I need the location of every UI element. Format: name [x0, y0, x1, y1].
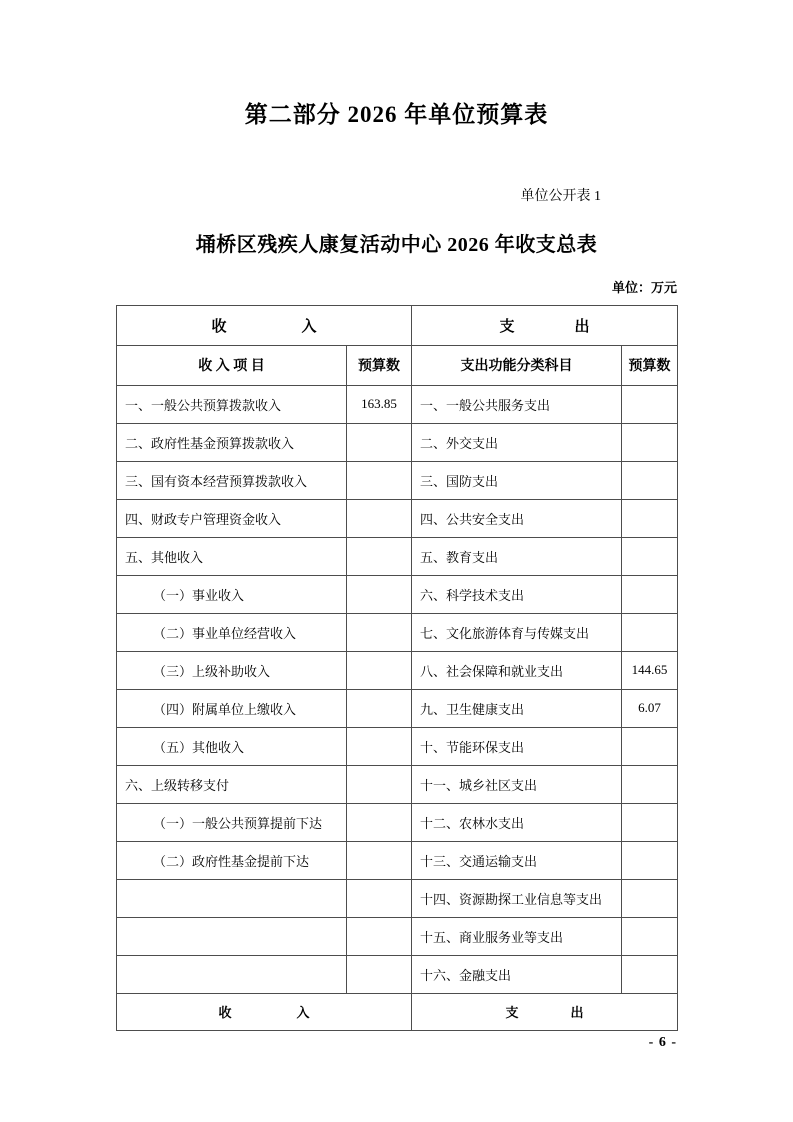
- table-row: [117, 423, 678, 461]
- income-budget-cell: [347, 841, 412, 879]
- income-item-cell: [117, 955, 347, 993]
- table-row: [117, 537, 678, 575]
- expenditure-budget-cell: [622, 461, 678, 499]
- expenditure-budget-cell: [622, 765, 678, 803]
- expenditure-footer: 支 出: [412, 993, 678, 1030]
- table-row: [117, 841, 678, 879]
- income-item-cell: （一）一般公共预算提前下达: [117, 803, 347, 841]
- income-item-cell: [117, 879, 347, 917]
- budget-table: [116, 305, 678, 1031]
- expenditure-item-column-header: 支出功能分类科目: [412, 345, 622, 385]
- expenditure-item-cell: 九、卫生健康支出: [412, 689, 622, 727]
- expenditure-item-cell: 一、一般公共服务支出: [412, 385, 622, 423]
- income-budget-cell: [347, 803, 412, 841]
- income-budget-cell: [347, 689, 412, 727]
- income-item-cell: 三、国有资本经营预算拨款收入: [117, 461, 347, 499]
- income-item-cell: （二）事业单位经营收入: [117, 613, 347, 651]
- income-item-cell: 一、一般公共预算拨款收入: [117, 385, 347, 423]
- income-item-cell: （五）其他收入: [117, 727, 347, 765]
- expenditure-budget-cell: [622, 575, 678, 613]
- income-budget-cell: [347, 613, 412, 651]
- expenditure-item-cell: 十二、农林水支出: [412, 803, 622, 841]
- expenditure-item-cell: 十三、交通运输支出: [412, 841, 622, 879]
- expenditure-group-header: 支 出: [412, 305, 678, 345]
- expenditure-item-cell: 六、科学技术支出: [412, 575, 622, 613]
- expenditure-budget-cell: [622, 917, 678, 955]
- income-budget-cell: 163.85: [347, 385, 412, 423]
- income-item-cell: 五、其他收入: [117, 537, 347, 575]
- income-item-cell: （三）上级补助收入: [117, 651, 347, 689]
- table-body: [117, 385, 678, 993]
- income-budget-cell: [347, 917, 412, 955]
- table-row: [117, 879, 678, 917]
- header-row-groups: [117, 305, 678, 345]
- table-footer: [117, 993, 678, 1030]
- page-number: - 6 -: [648, 1034, 677, 1050]
- expenditure-item-cell: 十一、城乡社区支出: [412, 765, 622, 803]
- expenditure-budget-cell: [622, 423, 678, 461]
- expenditure-budget-cell: [622, 385, 678, 423]
- expenditure-budget-cell: [622, 537, 678, 575]
- table-row: [117, 803, 678, 841]
- income-footer: 收 入: [117, 993, 412, 1030]
- expenditure-item-cell: 七、文化旅游体育与传媒支出: [412, 613, 622, 651]
- table-row: [117, 651, 678, 689]
- income-budget-cell: [347, 955, 412, 993]
- income-budget-column-header: 预算数: [347, 345, 412, 385]
- table-row: [117, 613, 678, 651]
- table-row: [117, 575, 678, 613]
- table-row: [117, 955, 678, 993]
- table-row: [117, 689, 678, 727]
- expenditure-budget-cell: [622, 613, 678, 651]
- expenditure-budget-cell: 144.65: [622, 651, 678, 689]
- income-item-cell: （四）附属单位上缴收入: [117, 689, 347, 727]
- expenditure-budget-cell: 6.07: [622, 689, 678, 727]
- income-budget-cell: [347, 575, 412, 613]
- income-item-cell: 二、政府性基金预算拨款收入: [117, 423, 347, 461]
- expenditure-budget-cell: [622, 803, 678, 841]
- table-row: [117, 727, 678, 765]
- income-budget-cell: [347, 879, 412, 917]
- section-title: 第二部分 2026 年单位预算表: [244, 102, 549, 127]
- unit-note: 单位：万元: [611, 280, 677, 296]
- table-title: 埇桥区残疾人康复活动中心 2026 年收支总表: [195, 234, 598, 257]
- expenditure-budget-cell: [622, 727, 678, 765]
- income-item-cell: 四、财政专户管理资金收入: [117, 499, 347, 537]
- expenditure-item-cell: 四、公共安全支出: [412, 499, 622, 537]
- table-row: [117, 499, 678, 537]
- income-item-cell: 六、上级转移支付: [117, 765, 347, 803]
- expenditure-budget-column-header: 预算数: [622, 345, 678, 385]
- income-group-header: 收 入: [117, 305, 412, 345]
- income-budget-cell: [347, 499, 412, 537]
- expenditure-item-cell: 十、节能环保支出: [412, 727, 622, 765]
- income-item-column-header: 收 入 项 目: [117, 345, 347, 385]
- expenditure-item-cell: 十四、资源勘探工业信息等支出: [412, 879, 622, 917]
- income-budget-cell: [347, 461, 412, 499]
- income-item-cell: （二）政府性基金提前下达: [117, 841, 347, 879]
- table-region: [116, 280, 677, 1051]
- expenditure-item-cell: 三、国防支出: [412, 461, 622, 499]
- table-header: [117, 305, 678, 385]
- income-item-cell: （一）事业收入: [117, 575, 347, 613]
- expenditure-item-cell: 十六、金融支出: [412, 955, 622, 993]
- income-budget-cell: [347, 727, 412, 765]
- income-item-cell: [117, 917, 347, 955]
- table-row: [117, 765, 678, 803]
- footer-row: [117, 993, 678, 1030]
- income-budget-cell: [347, 537, 412, 575]
- income-budget-cell: [347, 765, 412, 803]
- table-label: 单位公开表 1: [520, 188, 601, 204]
- table-row: [117, 461, 678, 499]
- income-budget-cell: [347, 651, 412, 689]
- expenditure-item-cell: 十五、商业服务业等支出: [412, 917, 622, 955]
- expenditure-budget-cell: [622, 879, 678, 917]
- expenditure-budget-cell: [622, 955, 678, 993]
- expenditure-budget-cell: [622, 499, 678, 537]
- expenditure-budget-cell: [622, 841, 678, 879]
- expenditure-item-cell: 二、外交支出: [412, 423, 622, 461]
- table-row: [117, 917, 678, 955]
- expenditure-item-cell: 八、社会保障和就业支出: [412, 651, 622, 689]
- table-row: [117, 385, 678, 423]
- income-budget-cell: [347, 423, 412, 461]
- expenditure-item-cell: 五、教育支出: [412, 537, 622, 575]
- header-row-columns: [117, 345, 678, 385]
